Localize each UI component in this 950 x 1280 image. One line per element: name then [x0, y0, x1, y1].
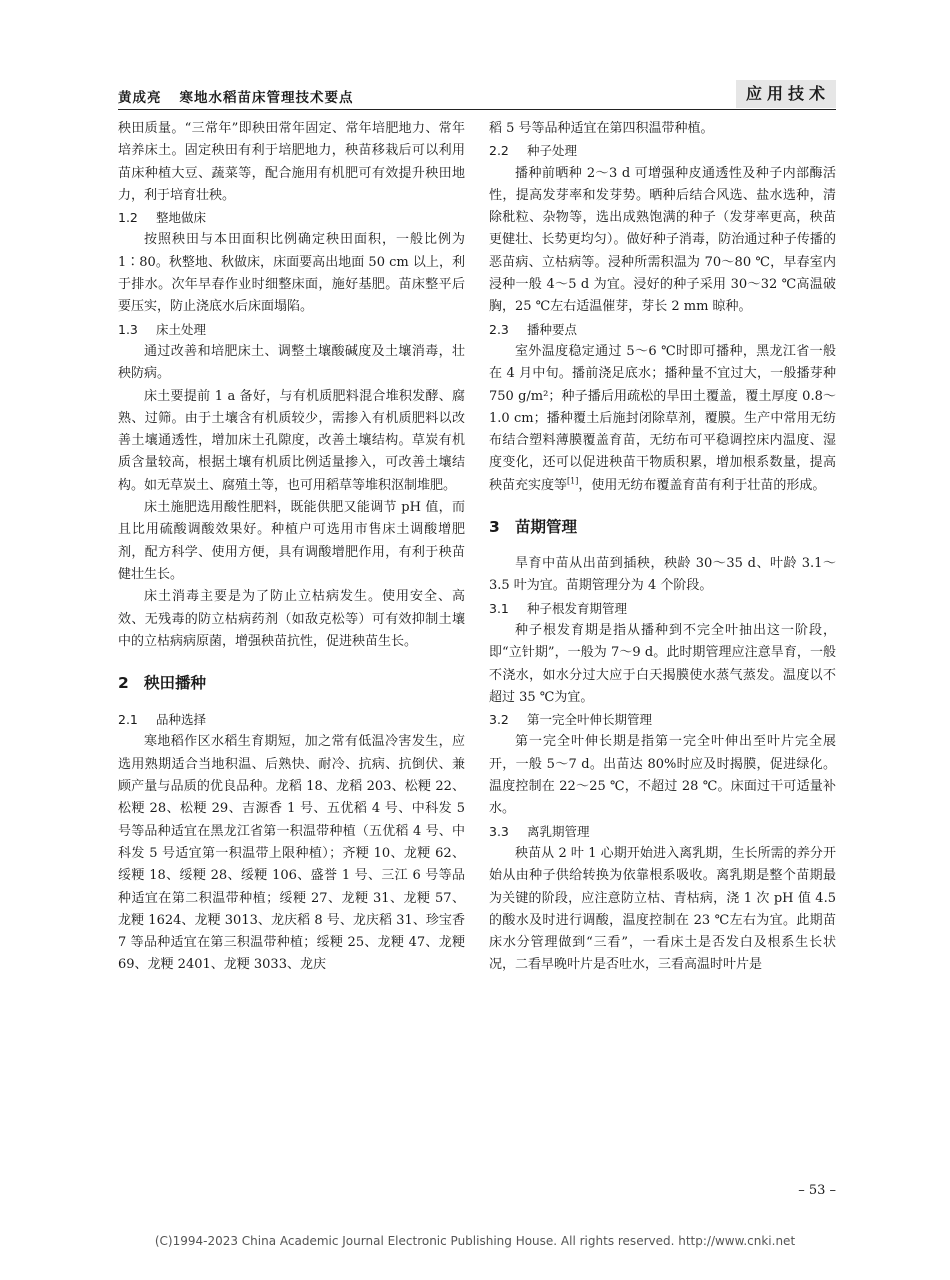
section-title: 苗期管理: [515, 518, 578, 537]
paragraph: 床土要提前 1 a 备好，与有机质肥料混合堆积发酵、腐熟、过筛。由于土壤含有机质较少，需掺入有机质肥料以改善土壤通透性，增加床土孔隙度，改善土壤结构。草炭有机质含量较高，根据土壤有机质比例适量掺入，可改善土壤结构。如无草炭土、腐殖土等，也可用稻草等堆积沤制堆肥。: [118, 388, 465, 493]
section-number: 3: [489, 518, 500, 537]
paragraph-text: 室外温度稳定通过 5～6 ℃时即可播种，黑龙江省一般在 4 月中旬。播前浇足底水；播种量不宜过大，一般播芽种 750 g/m²；种子播后用疏松的旱田土覆盖，覆土厚度 0.8～1.0 cm；播种覆土后施封闭除草剂，覆膜。生产中常用无纺布结合塑料薄膜覆盖育苗，无纺布可平稳调控床内温度、湿度变化，还可以促进秧苗干物质积累，增加根系数量，提高秧苗充实度等: [489, 343, 836, 493]
section-heading-3-2: [489, 709, 836, 731]
section-title: 播种要点: [527, 321, 578, 337]
citation-ref: [1]: [567, 476, 579, 486]
section-heading-2: [118, 671, 465, 695]
section-number: 2: [118, 674, 129, 693]
section-heading-3: [489, 515, 836, 539]
paragraph-text: ，使用无纺布覆盖育苗有利于壮苗的形成。: [578, 477, 826, 493]
section-heading-2-3: [489, 319, 836, 341]
paragraph: 通过改善和培肥床土、调整土壤酸碱度及土壤消毒，壮秧防病。: [118, 343, 465, 382]
paragraph: 床土消毒主要是为了防止立枯病发生。使用安全、高效、无残毒的防立枯病药剂（如敌克松等）可有效抑制土壤中的立枯病病原菌，增强秧苗抗性，促进秧苗生长。: [118, 589, 465, 649]
section-heading-3-1: [489, 598, 836, 620]
section-title: 整地做床: [156, 210, 207, 226]
paragraph: 种子根发育期是指从播种到不完全叶抽出这一阶段，即“立针期”，一般为 7～9 d。此时期管理应注意旱育，一般不浇水，如水分过大应于白天揭膜使水蒸气蒸发。温度以不超过 35 ℃为宜。: [489, 622, 836, 705]
section-number: 2.3: [489, 321, 509, 337]
header-article-title: 寒地水稻苗床管理技术要点: [179, 90, 354, 106]
running-header: [118, 80, 836, 110]
paragraph: 稻 5 号等品种适宜在第四积温带种植。: [489, 121, 714, 136]
paragraph: 按照秧田与本田面积比例确定秧田面积，一般比例为 1∶80。秋整地、秋做床，床面要高出地面 50 cm 以上，利于排水。次年早春作业时细整床面，施好基肥。苗床整平后要压实，防止浇底水后床面塌陷。: [118, 232, 465, 315]
section-title: 第一完全叶伸长期管理: [527, 712, 653, 728]
copyright-footer: (C)1994-2023 China Academic Journal Electronic Publishing House. All rights reserved. http://www.cnki.net: [154, 1234, 796, 1248]
section-heading-2-1: [118, 709, 465, 731]
paragraph: [489, 341, 836, 497]
section-title: 品种选择: [156, 712, 207, 728]
section-number: 2.1: [118, 712, 138, 728]
header-rule: [118, 109, 836, 110]
section-tag: 应用技术: [736, 80, 836, 108]
page-number: – 53 –: [798, 1183, 836, 1198]
section-number: 3.1: [489, 600, 509, 616]
section-number: 3.2: [489, 712, 509, 728]
section-number: 2.2: [489, 143, 509, 159]
paragraph: 寒地稻作区水稻生育期短，加之常有低温冷害发生，应选用熟期适合当地积温、后熟快、耐冷、抗病、抗倒伏、兼顾产量与品质的优良品种。龙稻 18、龙稻 203、松粳 22、松粳 28、松粳 29、吉源香 1 号、五优稻 4 号、中科发 5 号等品种适宜在黑龙江省第一积温带种植（五优稻 4 号、中科发 5 号适宜第一积温带上限种植）；齐粳 10、龙粳 62、绥粳 18、绥粳 28、绥粳 106、盛誉 1 号、三江 6 号等品种适宜在第二积温带种植；绥粳 27、龙粳 31、龙粳 57、龙粳 1624、龙粳 3013、龙庆稻 8 号、龙庆稻 31、珍宝香 7 等品种适宜在第三积温带种植；绥粳 25、龙粳 47、龙粳 69、龙粳 2401、龙粳 3033、龙庆: [118, 734, 465, 973]
section-title: 种子根发育期管理: [527, 600, 628, 616]
paragraph: 床土施肥选用酸性肥料，既能供肥又能调节 pH 值，而且比用硫酸调酸效果好。种植户可选用市售床土调酸增肥剂，配方科学、使用方便，具有调酸增肥作用，有利于秧苗健壮生长。: [118, 500, 465, 582]
section-title: 种子处理: [527, 143, 578, 159]
header-author: 黄成亮: [118, 90, 162, 106]
left-column: [118, 118, 465, 977]
paragraph: 秧苗从 2 叶 1 心期开始进入离乳期，生长所需的养分开始从由种子供给转换为依靠根系吸收。离乳期是整个苗期最为关键的阶段，应注意防立枯、青枯病，浇 1 次 pH 值 4.5 的酸水及时进行调酸，温度控制在 23 ℃左右为宜。此期苗床水分管理做到“三看”，一看床土是否发白及根系生长状况，二看早晚叶片是否吐水，三看高温时叶片是: [489, 845, 836, 973]
section-number: 3.3: [489, 823, 509, 839]
section-heading-1-2: [118, 207, 465, 229]
section-title: 床土处理: [156, 321, 207, 337]
section-number: 1.2: [118, 210, 138, 226]
section-number: 1.3: [118, 321, 138, 337]
section-title: 秧田播种: [144, 674, 207, 693]
section-title: 离乳期管理: [527, 823, 590, 839]
paragraph: 第一完全叶伸长期是指第一完全叶伸出至叶片完全展开，一般 5～7 d。出苗达 80%时应及时揭膜，促进绿化。温度控制在 22～25 ℃，不超过 28 ℃。床面过干可适量补水。: [489, 734, 836, 817]
paragraph: 播种前晒种 2～3 d 可增强种皮通透性及种子内部酶活性，提高发芽率和发芽势。晒种后结合风选、盐水选种，清除秕粒、杂物等，选出成熟饱满的种子（发芽率更高，秧苗更健壮、长势更均匀）。做好种子消毒，防治通过种子传播的恶苗病、立枯病等。浸种所需积温为 70～80 ℃，早春室内浸种一般 4～5 d 为宜。浸好的种子采用 30～32 ℃高温破胸，25 ℃左右适温催芽，芽长 2 mm 晾种。: [489, 165, 836, 315]
section-heading-3-3: [489, 821, 836, 843]
header-author-title: [118, 86, 354, 106]
paragraph: 旱育中苗从出苗到插秧，秧龄 30～35 d、叶龄 3.1～3.5 叶为宜。苗期管理分为 4 个阶段。: [489, 556, 836, 594]
right-column: [489, 118, 836, 977]
section-heading-1-3: [118, 319, 465, 341]
section-heading-2-2: [489, 140, 836, 162]
paragraph: 秧田质量。“三常年”即秧田常年固定、常年培肥地力、常年培养床土。固定秧田有利于培肥地力，秧苗移栽后可以利用苗床种植大豆、蔬菜等，配合施用有机肥可有效提升秧田地力，利于培育壮秧。: [118, 121, 465, 203]
